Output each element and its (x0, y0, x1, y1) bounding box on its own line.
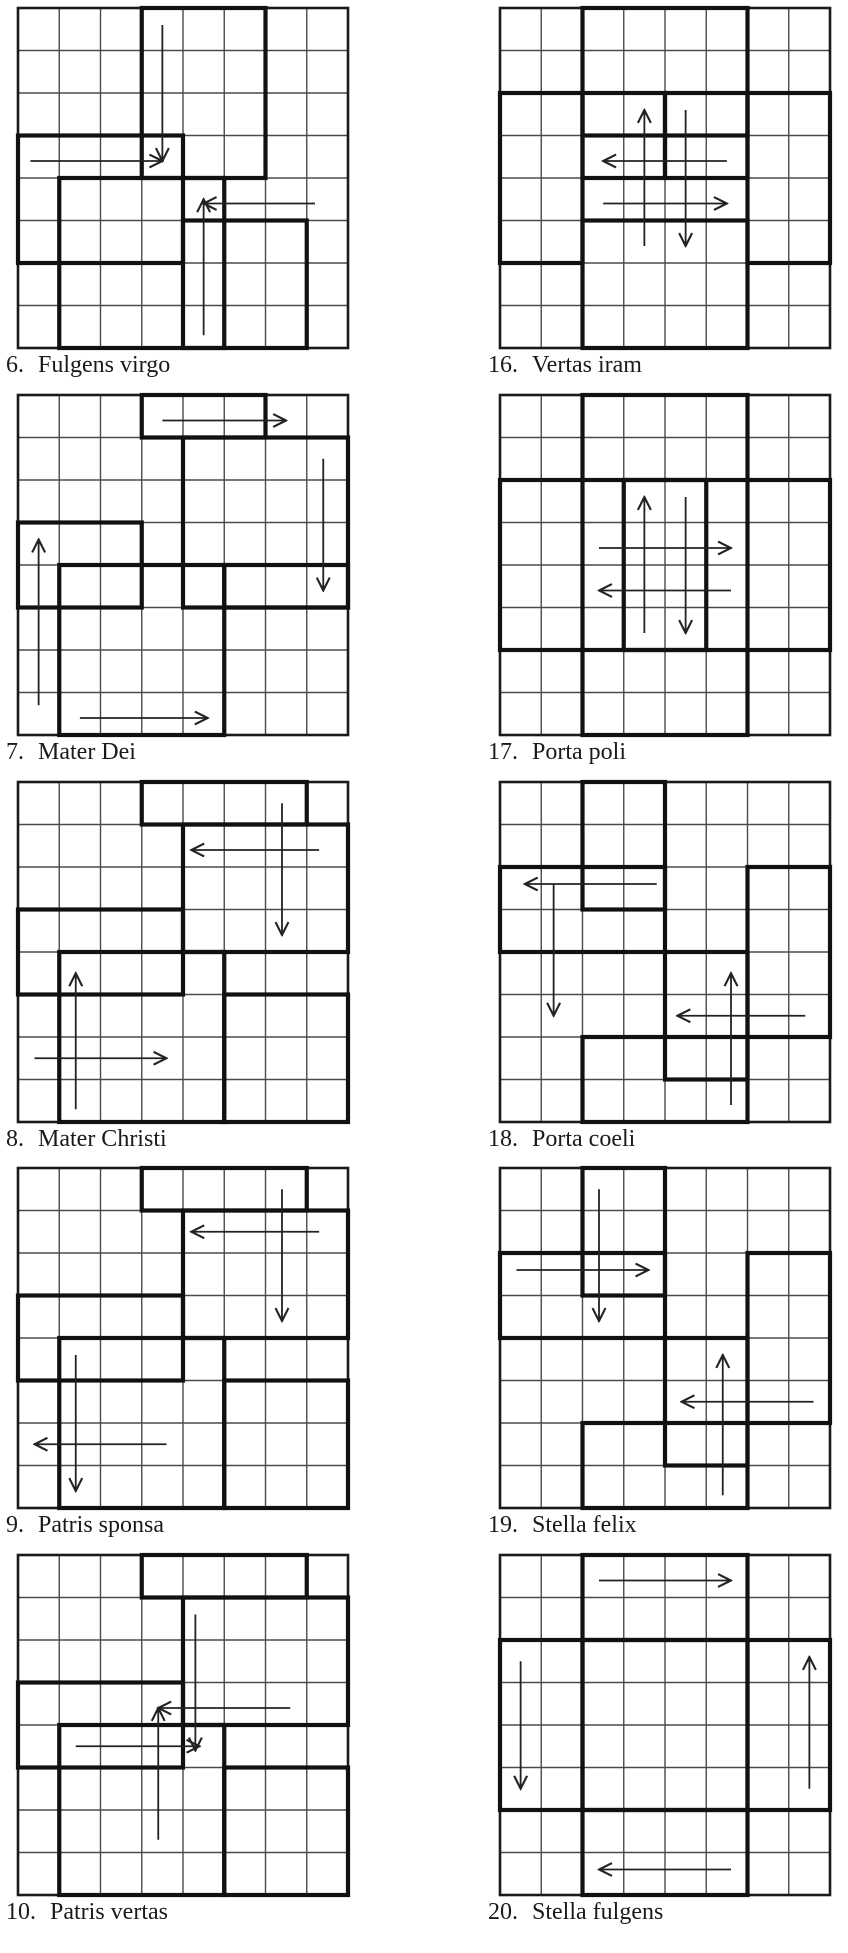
figure-number: 6. (6, 352, 24, 378)
figure-title: Porta coeli (532, 1126, 636, 1152)
grid-diagram (500, 782, 830, 1122)
figure-caption (6, 739, 136, 766)
grid-diagram (18, 1555, 348, 1895)
panel-outline-5 (224, 1381, 348, 1509)
figure-18 (488, 782, 830, 1164)
figure-number: 17. (488, 739, 518, 765)
figure-number: 8. (6, 1126, 24, 1152)
thin-grid (500, 395, 830, 735)
figure-title: Stella felix (532, 1512, 637, 1538)
figure-caption (6, 1899, 168, 1926)
figure-6 (6, 8, 348, 390)
figure-title: Porta poli (532, 739, 626, 765)
figure-10 (6, 1555, 348, 1937)
grid-diagram (500, 395, 830, 735)
figure-caption (488, 352, 642, 379)
figure-caption (488, 1512, 637, 1539)
figure-caption (488, 1126, 635, 1153)
figure-9 (6, 1168, 348, 1550)
figure-16 (488, 8, 830, 390)
figure-17 (488, 395, 830, 777)
figure-19 (488, 1168, 830, 1550)
figure-20 (488, 1555, 830, 1937)
panel-outline-5 (224, 1768, 348, 1896)
figure-8 (6, 782, 348, 1164)
panel-outline-4 (183, 221, 307, 349)
grid-diagram (500, 1555, 830, 1895)
figure-number: 18. (488, 1126, 518, 1152)
figure-7 (6, 395, 348, 777)
figure-number: 16. (488, 352, 518, 378)
thin-grid (500, 1555, 830, 1895)
panel-outline-1 (142, 395, 266, 438)
grid-diagram (500, 1168, 830, 1508)
panel-outline-5 (224, 565, 348, 608)
figure-caption (6, 1126, 167, 1153)
grid-diagram (500, 8, 830, 348)
figure-caption (488, 1899, 663, 1926)
figure-caption (6, 1512, 164, 1539)
figure-title: Vertas iram (532, 352, 642, 378)
figure-number: 19. (488, 1512, 518, 1538)
figure-caption (488, 739, 626, 766)
grid-diagram (18, 782, 348, 1122)
figure-title: Mater Christi (38, 1126, 167, 1152)
grid-diagram (18, 8, 348, 348)
figure-title: Stella fulgens (532, 1899, 664, 1925)
figure-number: 7. (6, 739, 24, 765)
figure-title: Mater Dei (38, 739, 136, 765)
grid-diagram (18, 1168, 348, 1508)
figure-title: Patris sponsa (38, 1512, 164, 1538)
figure-number: 10. (6, 1899, 36, 1925)
figure-title: Patris vertas (50, 1899, 168, 1925)
figure-number: 9. (6, 1512, 24, 1538)
grid-diagram (18, 395, 348, 735)
figure-number: 20. (488, 1899, 518, 1925)
panel-outline-5 (224, 995, 348, 1123)
figure-title: Fulgens virgo (38, 352, 171, 378)
figure-caption (6, 352, 170, 379)
